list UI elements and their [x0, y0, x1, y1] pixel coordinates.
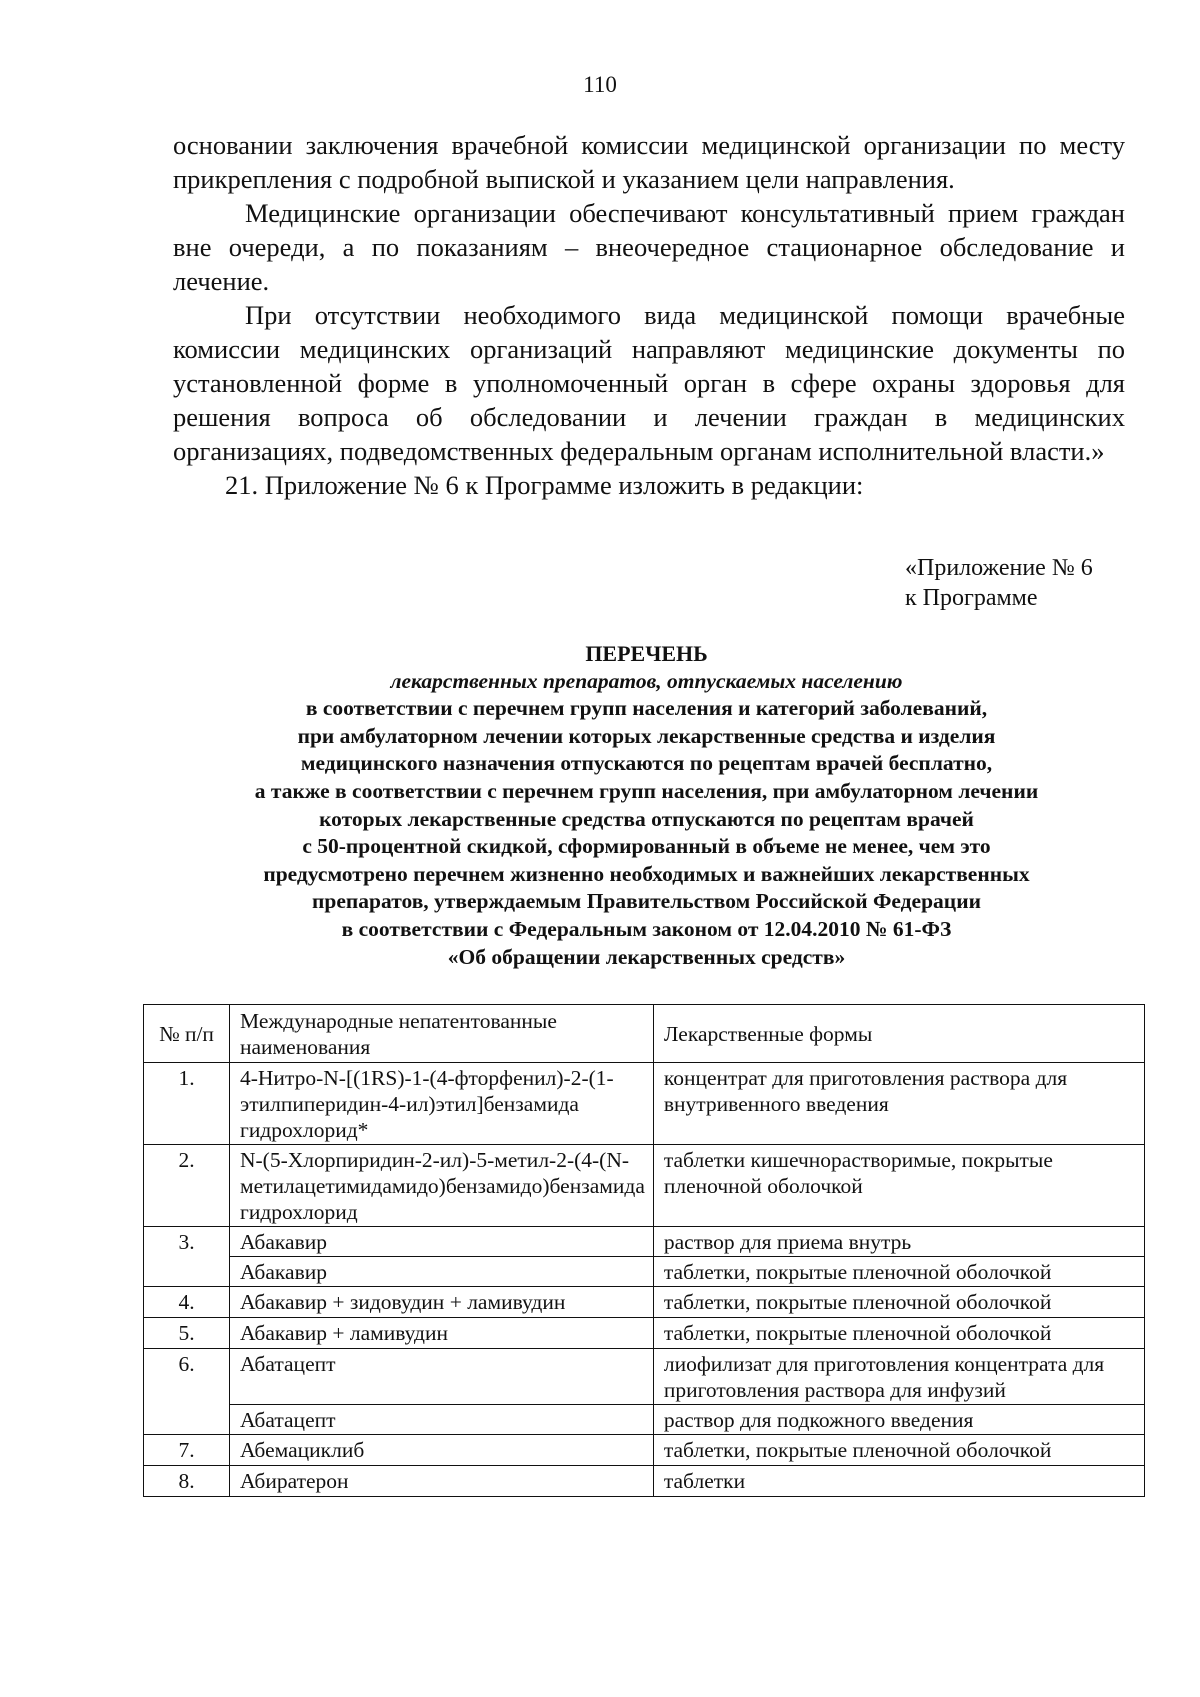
row-name: Абакавир	[230, 1257, 654, 1287]
row-name: Абемациклиб	[230, 1435, 654, 1466]
row-num: 2.	[144, 1145, 230, 1227]
row-name: 4-Нитро-N-[(1RS)-1-(4-фторфенил)-2-(1-этилпиперидин-4-ил)этил]бензамида гидрохлорид*	[230, 1063, 654, 1145]
table-row	[144, 1227, 1145, 1257]
table-row	[144, 1063, 1145, 1145]
list-heading	[150, 640, 1143, 971]
row-name: Абиратерон	[230, 1466, 654, 1497]
heading-line: а также в соответствии с перечнем групп населения, при амбулаторном лечении	[254, 778, 1039, 803]
table-row	[144, 1435, 1145, 1466]
table-row	[144, 1466, 1145, 1497]
table-row	[144, 1318, 1145, 1349]
heading-line: в соответствии с перечнем групп населения и категорий заболеваний,	[305, 696, 988, 721]
body-text	[173, 128, 1125, 502]
paragraph-continued: основании заключения врачебной комиссии медицинской организации по месту прикрепления с подробной выпиской и указанием цели направления.	[173, 130, 1125, 194]
row-num: 6.	[144, 1349, 230, 1435]
row-form: раствор для приема внутрь	[653, 1227, 1144, 1257]
row-form: таблетки, покрытые пленочной оболочкой	[653, 1287, 1144, 1318]
subtitle-line: лекарственных препаратов, отпускаемых населению	[390, 668, 903, 693]
row-num: 1.	[144, 1063, 230, 1145]
row-form: лиофилизат для приготовления концентрата для приготовления раствора для инфузий	[653, 1349, 1144, 1405]
row-form: таблетки, покрытые пленочной оболочкой	[653, 1318, 1144, 1349]
heading-line: в соответствии с Федеральным законом от 12.04.2010 № 61-ФЗ	[341, 916, 952, 941]
row-name: Абакавир	[230, 1227, 654, 1257]
table-row	[144, 1257, 1145, 1287]
paragraph-commissions: При отсутствии необходимого вида медицинской помощи врачебные комиссии медицинских организаций направляют медицинские документы по установленной форме в уполномоченный орган в сфере охраны здоровья для решения вопроса об обследовании и лечении граждан в медицинских организациях, подведомственных федеральным органам исполнительной власти.»	[173, 300, 1125, 466]
list-subtitle	[150, 668, 1143, 696]
heading-line: препаратов, утверждаемым Правительством Российской Федерации	[312, 889, 981, 914]
heading-line: медицинского назначения отпускаются по рецептам врачей бесплатно,	[300, 751, 993, 776]
row-num: 3.	[144, 1227, 230, 1287]
table-row	[144, 1145, 1145, 1227]
row-num: 8.	[144, 1466, 230, 1497]
row-form: таблетки, покрытые пленочной оболочкой	[653, 1257, 1144, 1287]
row-name: N-(5-Хлорпиридин-2-ил)-5-метил-2-(4-(N-метилацетимидамидо)бензамидо)бензамида гидрохлорид	[230, 1145, 654, 1227]
heading-line: предусмотрено перечнем жизненно необходимых и важнейших лекарственных	[263, 861, 1030, 886]
header-form: Лекарственные формы	[653, 1005, 1144, 1063]
row-num: 7.	[144, 1435, 230, 1466]
list-title: ПЕРЕЧЕНЬ	[585, 641, 708, 666]
row-num: 5.	[144, 1318, 230, 1349]
annex-ref-line: «Приложение № 6	[905, 555, 1093, 581]
table-header-row	[144, 1005, 1145, 1063]
page-number: 110	[583, 72, 617, 97]
row-form: раствор для подкожного введения	[653, 1405, 1144, 1435]
row-num: 4.	[144, 1287, 230, 1318]
table-row	[144, 1287, 1145, 1318]
row-form: таблетки кишечнорастворимые, покрытые пленочной оболочкой	[653, 1145, 1144, 1227]
header-num: № п/п	[144, 1005, 230, 1063]
drug-table	[143, 1004, 1145, 1497]
row-name: Абатацепт	[230, 1405, 654, 1435]
annex-ref-line: к Программе	[905, 585, 1038, 611]
annex-reference	[905, 553, 1093, 613]
paragraph-item-21: 21. Приложение № 6 к Программе изложить в редакции:	[225, 470, 864, 500]
row-form: таблетки	[653, 1466, 1144, 1497]
table-row	[144, 1405, 1145, 1435]
row-name: Абакавир + зидовудин + ламивудин	[230, 1287, 654, 1318]
heading-line: «Об обращении лекарственных средств»	[447, 944, 846, 969]
header-name: Международные непатентованные наименования	[230, 1005, 654, 1063]
row-name: Абатацепт	[230, 1349, 654, 1405]
heading-line: при амбулаторном лечении которых лекарственные средства и изделия	[297, 723, 996, 748]
heading-line: с 50-процентной скидкой, сформированный в объеме не менее, чем это	[302, 834, 991, 859]
row-name: Абакавир + ламивудин	[230, 1318, 654, 1349]
paragraph-consultation: Медицинские организации обеспечивают консультативный прием граждан вне очереди, а по показаниям – внеочередное стационарное обследование и лечение.	[173, 198, 1125, 296]
row-form: таблетки, покрытые пленочной оболочкой	[653, 1435, 1144, 1466]
row-form: концентрат для приготовления раствора для внутривенного введения	[653, 1063, 1144, 1145]
table-row	[144, 1349, 1145, 1405]
heading-line: которых лекарственные средства отпускаются по рецептам врачей	[319, 806, 974, 831]
